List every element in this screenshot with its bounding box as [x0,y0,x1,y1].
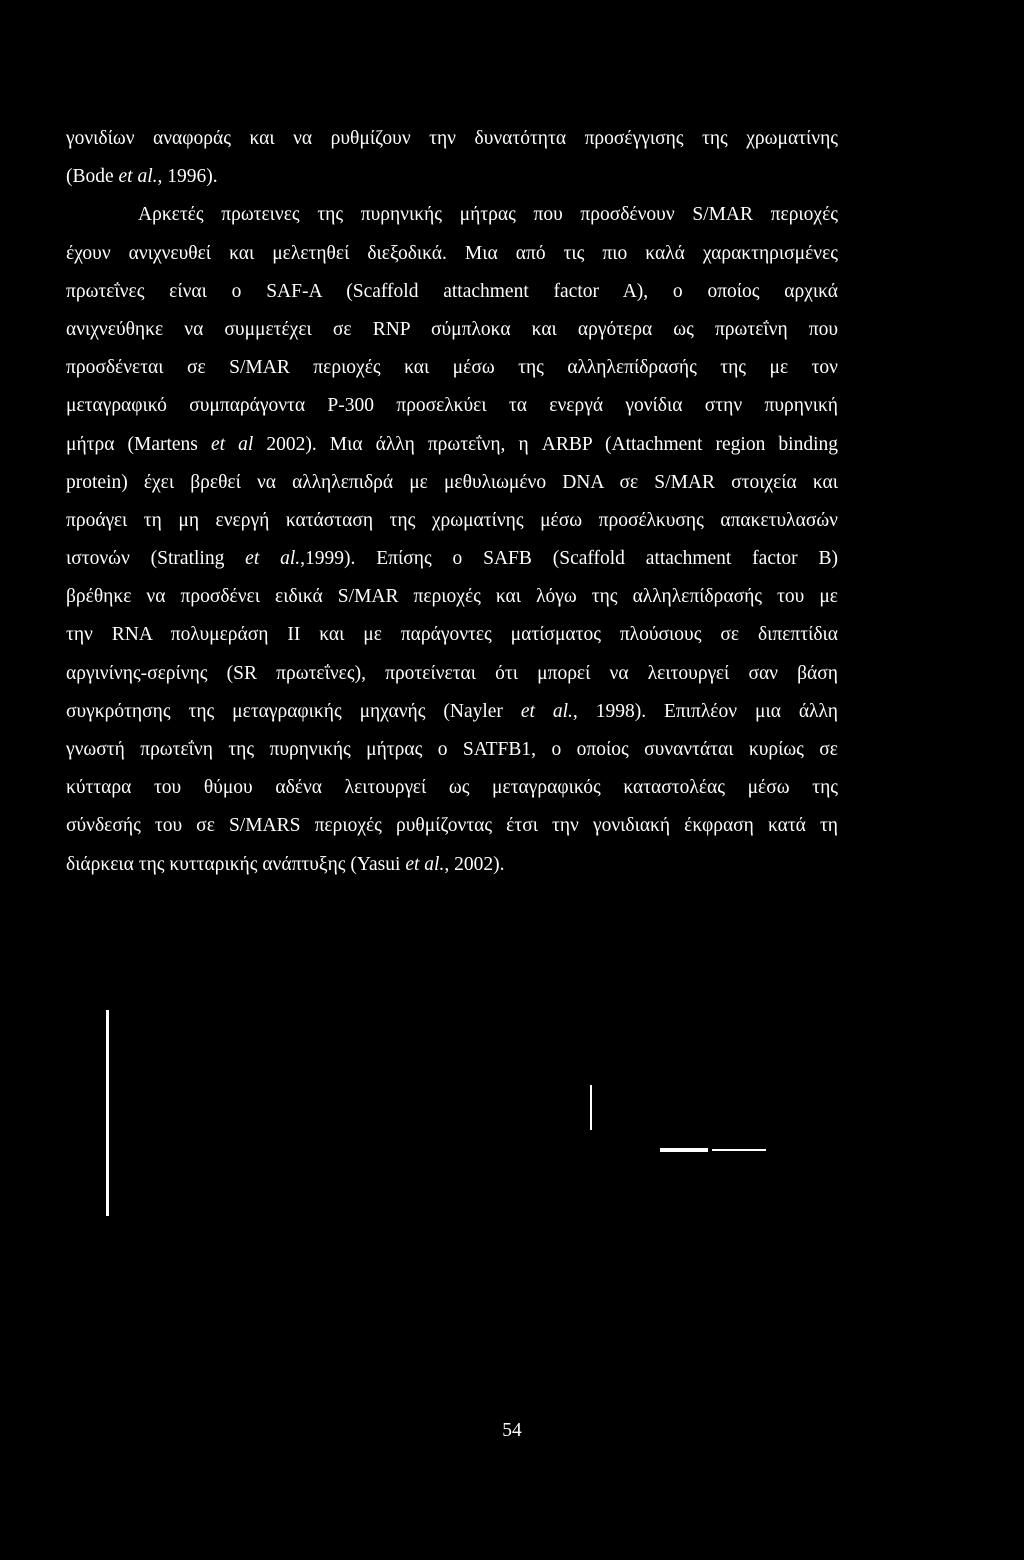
text-line: συγκρότησης της μεταγραφικής μηχανής (Nayler et al., 1998). Επιπλέον μια άλλη [66,700,838,722]
body-text [66,120,838,884]
text-line: ανιχνεύθηκε να συμμετέχει σε RNP σύμπλοκα και αργότερα ως πρωτεΐνη που [66,318,838,340]
scan-artifact-horizontal-line [712,1149,766,1151]
text-line: μεταγραφικό συμπαράγοντα P-300 προσελκύει τα ενεργά γονίδια στην πυρηνική [66,395,838,417]
text-line: έχουν ανιχνευθεί και μελετηθεί διεξοδικά. Μια από τις πιο καλά χαρακτηρισμένες [66,242,838,264]
text-line: κύτταρα του θύμου αδένα λειτουργεί ως μεταγραφικός καταστολέας μέσω της [66,777,838,799]
text-line: Αρκετές πρωτεινες της πυρηνικής μήτρας που προσδένουν S/MAR περιοχές [138,204,838,226]
text-line: πρωτεΐνες είναι ο SAF-A (Scaffold attachment factor A), ο οποίος αρχικά [66,280,838,302]
scan-artifact-vertical-line [106,1010,109,1216]
scan-artifact-vertical-line [590,1085,592,1130]
text-line: προσδένεται σε S/MAR περιοχές και μέσω της αλληλεπίδρασής της με τον [66,357,838,379]
text-line: προάγει τη μη ενεργή κατάσταση της χρωματίνης μέσω προσέλκυσης απακετυλασών [66,509,838,531]
text-line: protein) έχει βρεθεί να αλληλεπιδρά με μεθυλιωμένο DNA σε S/MAR στοιχεία και [66,471,838,493]
text-line: διάρκεια της κυτταρικής ανάπτυξης (Yasui et al., 2002). [66,853,505,875]
page-number: 54 [502,1420,522,1441]
text-line: μήτρα (Martens et al 2002). Μια άλλη πρωτεΐνη, η ARBP (Attachment region binding [66,433,838,455]
text-line: βρέθηκε να προσδένει ειδικά S/MAR περιοχές και λόγω της αλληλεπίδρασής του με [66,586,838,608]
text-line: την RNA πολυμεράση II και με παράγοντες ματίσματος πλούσιους σε διπεπτίδια [66,624,838,646]
scan-artifact-horizontal-line [660,1148,708,1152]
text-line: γνωστή πρωτεΐνη της πυρηνικής μήτρας ο SATFB1, ο οποίος συναντάται κυρίως σε [66,739,838,760]
text-line: αργινίνης-σερίνης (SR πρωτεΐνες), προτείνεται ότι μπορεί να λειτουργεί σαν βάση [66,662,838,684]
text-line: (Bode et al., 1996). [66,166,218,188]
text-line: σύνδεσής του σε S/MARS περιοχές ρυθμίζοντας έτσι την γονιδιακή έκφραση κατά τη [66,815,838,837]
text-line: γονιδίων αναφοράς και να ρυθμίζουν την δυνατότητα προσέγγισης της χρωματίνης [66,128,838,149]
text-line: ιστονών (Stratling et al.,1999). Επίσης ο SAFB (Scaffold attachment factor B) [66,548,838,570]
